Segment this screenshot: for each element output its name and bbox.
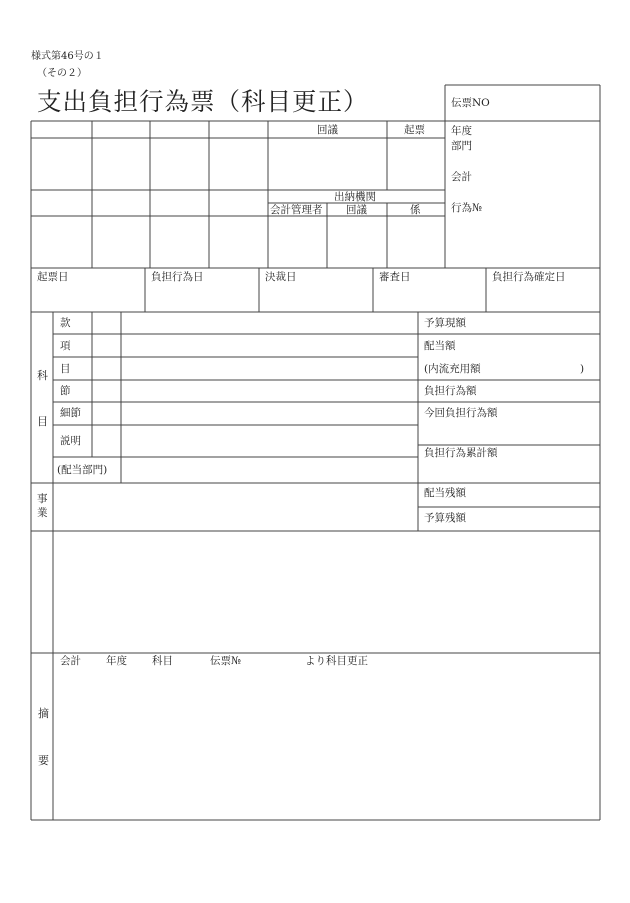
kakari-header: 係 [410, 204, 421, 216]
tekiyo-label-2: 要 [38, 754, 49, 767]
tekiyo-nendo: 年度 [106, 655, 127, 667]
form-sub-number: （その２） [37, 68, 87, 79]
suitou-kikan-header: 出納機関 [334, 191, 376, 203]
account-label: 会計 [451, 171, 472, 183]
tekiyo-kamoku: 科目 [152, 655, 173, 667]
kakutei-date-label: 負担行為確定日 [492, 271, 566, 283]
kamoku-row-haito-bumon: (配当部門) [57, 464, 108, 476]
kamoku-row-kou: 項 [60, 340, 71, 352]
kamoku-side-label-2: 目 [37, 415, 48, 428]
haito-zan-label: 配当残額 [424, 487, 466, 499]
haito-gaku-label: 配当額 [424, 340, 456, 352]
kamoku-row-saisetsu: 細節 [60, 407, 81, 419]
tekiyo-label-1: 摘 [38, 707, 49, 720]
tekiyo-kaikei: 会計 [60, 655, 81, 667]
act-no-label: 行為№ [451, 202, 482, 214]
kessai-date-label: 決裁日 [265, 271, 297, 283]
konkai-futan-koui-label: 今回負担行為額 [424, 407, 498, 419]
futan-koui-date-label: 負担行為日 [151, 271, 204, 283]
kihyo-date-label: 起票日 [37, 271, 69, 283]
tekiyo-yori: より科目更正 [305, 655, 368, 667]
jigyo-label-1: 事 [37, 493, 48, 505]
kamoku-row-moku: 目 [60, 363, 71, 375]
kihyo-header: 起票 [404, 124, 425, 136]
fiscal-year-label: 年度 [451, 125, 472, 137]
jigyo-label-2: 業 [37, 507, 48, 519]
kaigi-header: 回議 [317, 124, 338, 136]
shinsa-date-label: 審査日 [379, 271, 411, 283]
tekiyo-denpyo: 伝票№ [210, 655, 241, 667]
kamoku-row-setsumei: 説明 [60, 435, 81, 447]
naiyu-juyo-label: (内流充用額 [424, 363, 481, 375]
kaikei-kanrisha-header: 会計管理者 [270, 204, 323, 216]
yosan-genkaku-label: 予算現額 [424, 317, 466, 329]
slip-no-label: 伝票NO [451, 97, 490, 109]
kamoku-row-setsu: 節 [60, 385, 71, 397]
yosan-zan-label: 予算残額 [424, 512, 466, 524]
kamoku-side-label-1: 科 [37, 369, 48, 382]
form-title: 支出負担行為票（科目更正） [37, 87, 369, 116]
form-number: 様式第46号の１ [31, 51, 104, 62]
kamoku-row-kan: 款 [60, 317, 71, 329]
ruikei-label: 負担行為累計額 [424, 447, 498, 459]
department-label: 部門 [451, 140, 472, 152]
kaigi2-header: 回議 [346, 204, 367, 216]
naiyu-juyo-close-paren: ) [580, 363, 585, 375]
futan-koui-gaku-label: 負担行為額 [424, 385, 477, 397]
